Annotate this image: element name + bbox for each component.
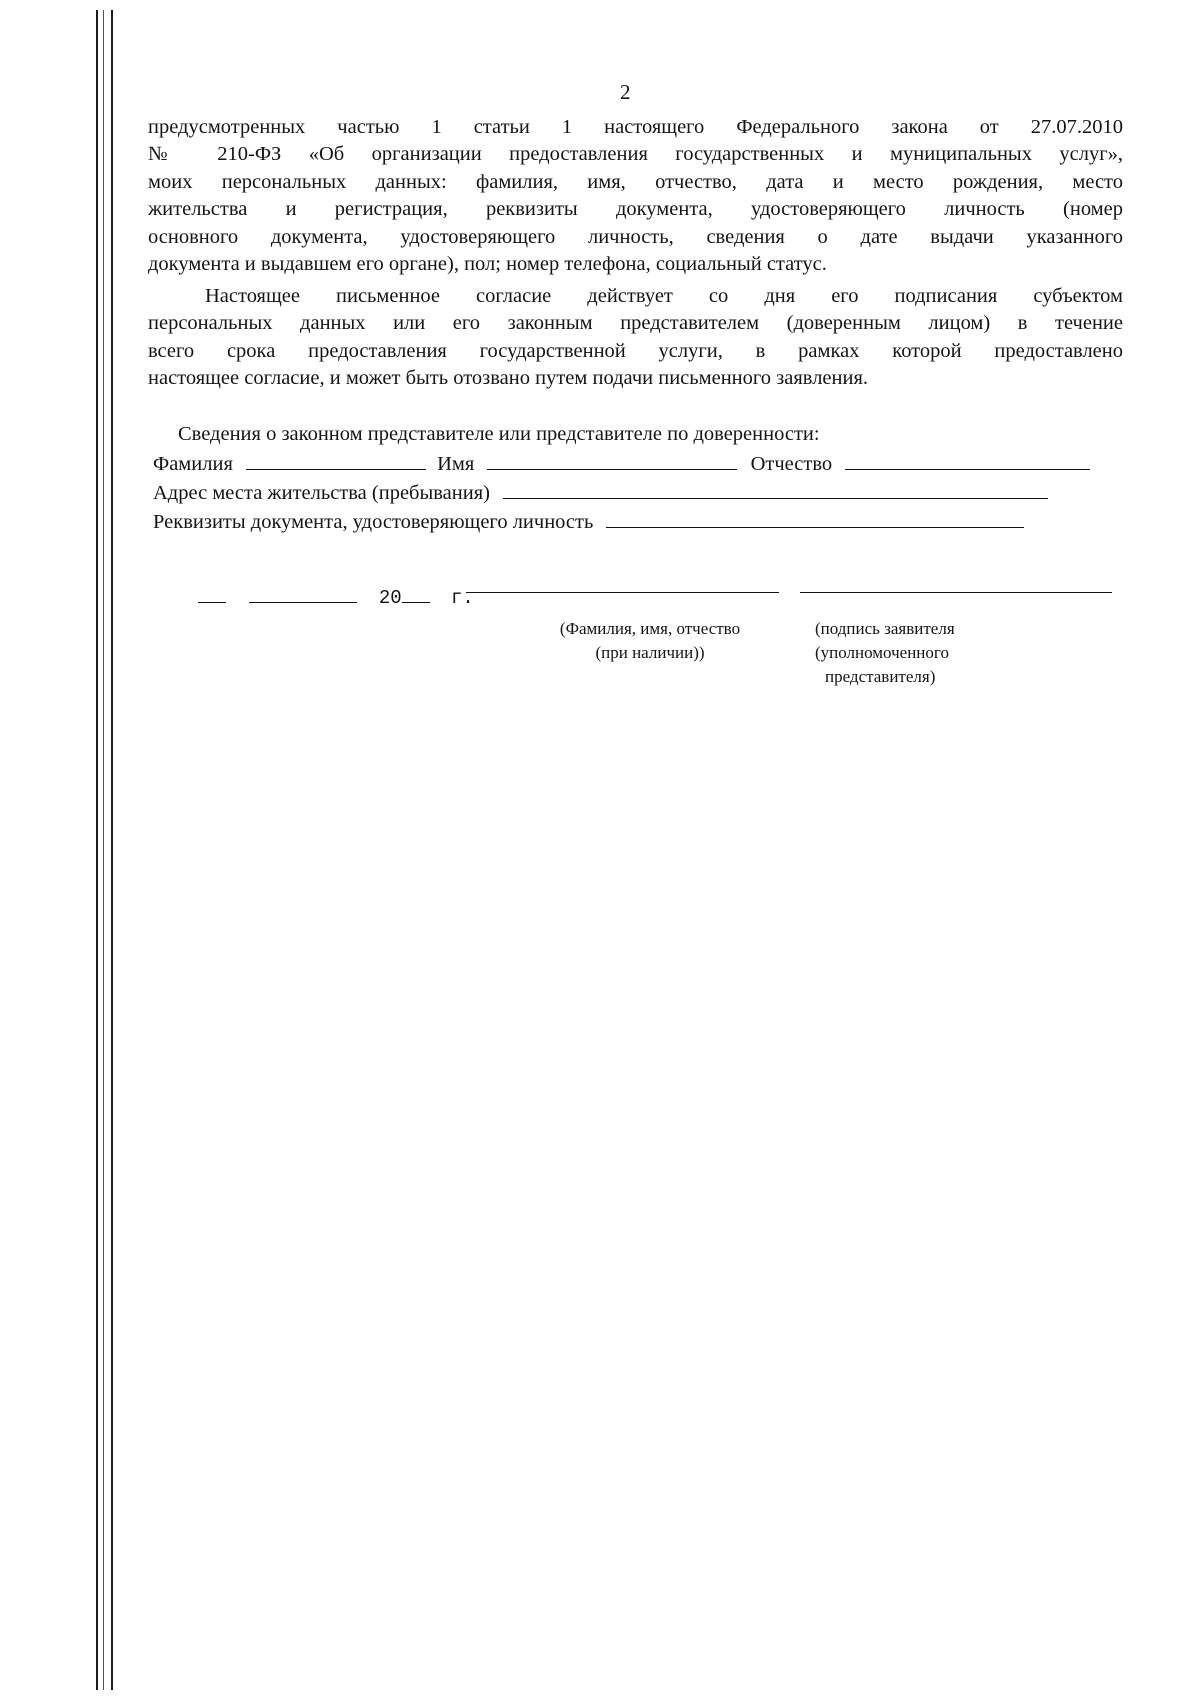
text-line: персональных данных или его законным представителем (доверенным лицом) в течение bbox=[148, 312, 1123, 335]
name-field[interactable] bbox=[487, 451, 737, 470]
representative-document-row bbox=[153, 509, 1024, 534]
caption-line: (Фамилия, имя, отчество bbox=[559, 619, 741, 638]
month-field[interactable] bbox=[249, 588, 357, 603]
text-line: документа и выдавшем его органе), пол; номер телефона, социальный статус. bbox=[148, 252, 827, 275]
text-line: моих персональных данных: фамилия, имя, отчество, дата и место рождения, место bbox=[148, 170, 1123, 193]
text-line: жительства и регистрация, реквизиты документа, удостоверяющего личность (номер bbox=[148, 198, 1123, 221]
document-label: Реквизиты документа, удостоверяющего личность bbox=[153, 511, 594, 533]
text-line: предусмотренных частью 1 статьи 1 настоящего Федерального закона от 27.07.2010 bbox=[148, 116, 1123, 138]
name-label: Имя bbox=[437, 453, 475, 475]
consent-paragraph-2 bbox=[148, 283, 1123, 393]
caption-line: (уполномоченного bbox=[815, 643, 949, 662]
patronymic-field[interactable] bbox=[845, 451, 1090, 470]
document-field[interactable] bbox=[606, 509, 1024, 528]
caption-line: представителя) bbox=[825, 667, 936, 686]
address-field[interactable] bbox=[503, 480, 1048, 499]
binding-margin-line bbox=[111, 10, 113, 1690]
binding-margin-line bbox=[103, 10, 104, 1690]
year-field[interactable] bbox=[402, 588, 430, 603]
day-field[interactable] bbox=[198, 588, 226, 603]
text-line: всего срока предоставления государственной услуги, в рамках которой предоставлено bbox=[148, 339, 1123, 362]
representative-name-row bbox=[153, 451, 1090, 476]
caption-line: (подпись заявителя bbox=[815, 619, 955, 638]
address-label: Адрес места жительства (пребывания) bbox=[153, 482, 490, 504]
date-row bbox=[198, 587, 474, 609]
consent-paragraph-1 bbox=[148, 114, 1123, 278]
fio-signature-line[interactable] bbox=[466, 592, 779, 593]
text-line: Настоящее письменное согласие действует со дня его подписания субъектом bbox=[205, 285, 1123, 307]
year-suffix: г. bbox=[451, 587, 474, 609]
representative-heading: Сведения о законном представителе или представителе по доверенности: bbox=[178, 423, 820, 445]
signature-caption bbox=[815, 617, 995, 689]
surname-field[interactable] bbox=[246, 451, 426, 470]
text-line: № 210-ФЗ «Об организации предоставления государственных и муниципальных услуг», bbox=[148, 143, 1123, 166]
caption-line: (при наличии)) bbox=[595, 643, 705, 662]
applicant-signature-line[interactable] bbox=[800, 592, 1112, 593]
text-line: настоящее согласие, и может быть отозвано путем подачи письменного заявления. bbox=[148, 367, 869, 390]
text-line: основного документа, удостоверяющего личность, сведения о дате выдачи указанного bbox=[148, 225, 1123, 248]
surname-label: Фамилия bbox=[153, 453, 233, 475]
fio-caption bbox=[540, 617, 760, 665]
binding-margin-line bbox=[96, 10, 98, 1690]
page-number: 2 bbox=[620, 80, 631, 104]
representative-address-row bbox=[153, 480, 1048, 505]
patronymic-label: Отчество bbox=[750, 453, 833, 475]
year-prefix: 20 bbox=[378, 587, 402, 609]
